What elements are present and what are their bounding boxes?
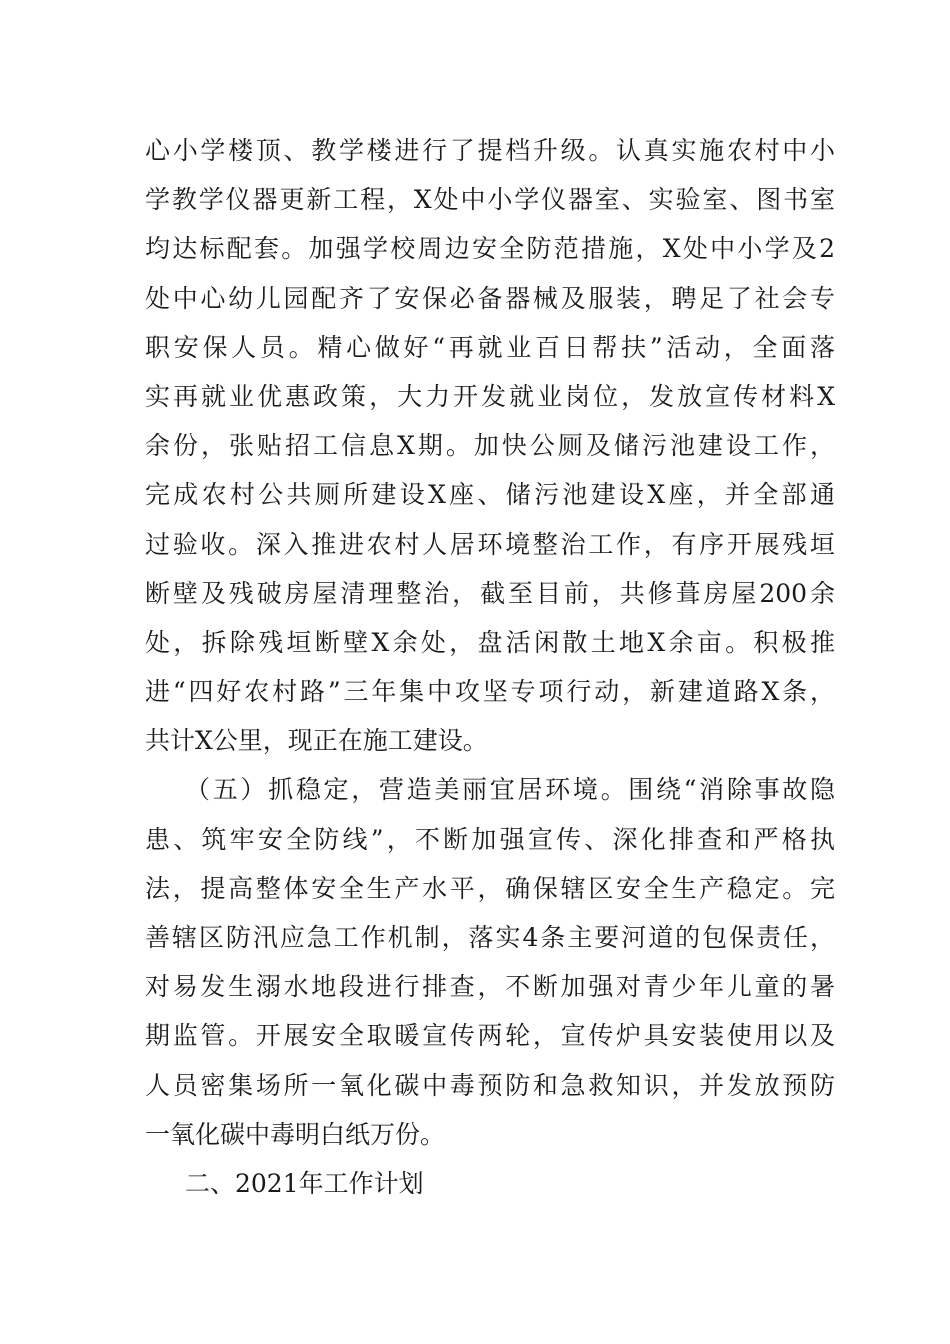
- paragraph-line: 对易发生溺水地段进行排查，不断加强对青少年儿童的暑: [145, 972, 835, 1002]
- paragraph-line: 善辖区防汛应急工作机制，落实4条主要河道的包保责任，: [145, 923, 835, 952]
- paragraph-line: 处，拆除残垣断壁X余处，盘活闲散土地X余亩。积极推: [145, 627, 835, 657]
- paragraph-line: 心小学楼顶、教学楼进行了提档升级。认真实施农村中小: [145, 136, 835, 165]
- paragraph-last-line: 一氧化碳中毒明白纸万份。: [145, 1119, 446, 1149]
- section-heading: 二、2021年工作计划: [185, 1168, 424, 1198]
- paragraph-last-line: 共计X公里，现正在施工建设。: [145, 726, 488, 756]
- paragraph-line: 余份，张贴招工信息X期。加快公厕及储污池建设工作，: [145, 431, 835, 461]
- paragraph-line: 期监管。开展安全取暖宣传两轮，宣传炉具安装使用以及: [145, 1021, 835, 1051]
- paragraph-line: 处中心幼儿园配齐了安保必备器械及服装，聘足了社会专: [145, 283, 835, 313]
- paragraph-line: 职安保人员。精心做好“再就业百日帮扶”活动，全面落: [145, 332, 835, 362]
- paragraph-line: 法，提高整体安全生产水平，确保辖区安全生产稳定。完: [145, 873, 835, 903]
- paragraph-line: 学教学仪器更新工程，X处中小学仪器室、实验室、图书室: [145, 185, 835, 215]
- paragraph-line: 断壁及残破房屋清理整治，截至目前，共修葺房屋200余: [145, 578, 835, 608]
- paragraph-line: 均达标配套。加强学校周边安全防范措施，X处中小学及2: [145, 234, 835, 264]
- paragraph-first-line: （五）抓稳定，营造美丽宜居环境。围绕“消除事故隐: [185, 775, 835, 805]
- paragraph-line: 人员密集场所一氧化碳中毒预防和急救知识，并发放预防: [145, 1070, 835, 1100]
- paragraph-line: 患、筑牢安全防线”，不断加强宣传、深化排查和严格执: [145, 824, 835, 854]
- paragraph-line: 完成农村公共厕所建设X座、储污池建设X座，并全部通: [145, 480, 835, 510]
- paragraph-line: 进“四好农村路”三年集中攻坚专项行动，新建道路X条，: [145, 677, 835, 707]
- document-body: [145, 126, 835, 1208]
- paragraph-line: 过验收。深入推进农村人居环境整治工作，有序开展残垣: [145, 529, 835, 559]
- paragraph-line: 实再就业优惠政策，大力开发就业岗位，发放宣传材料X: [145, 381, 835, 411]
